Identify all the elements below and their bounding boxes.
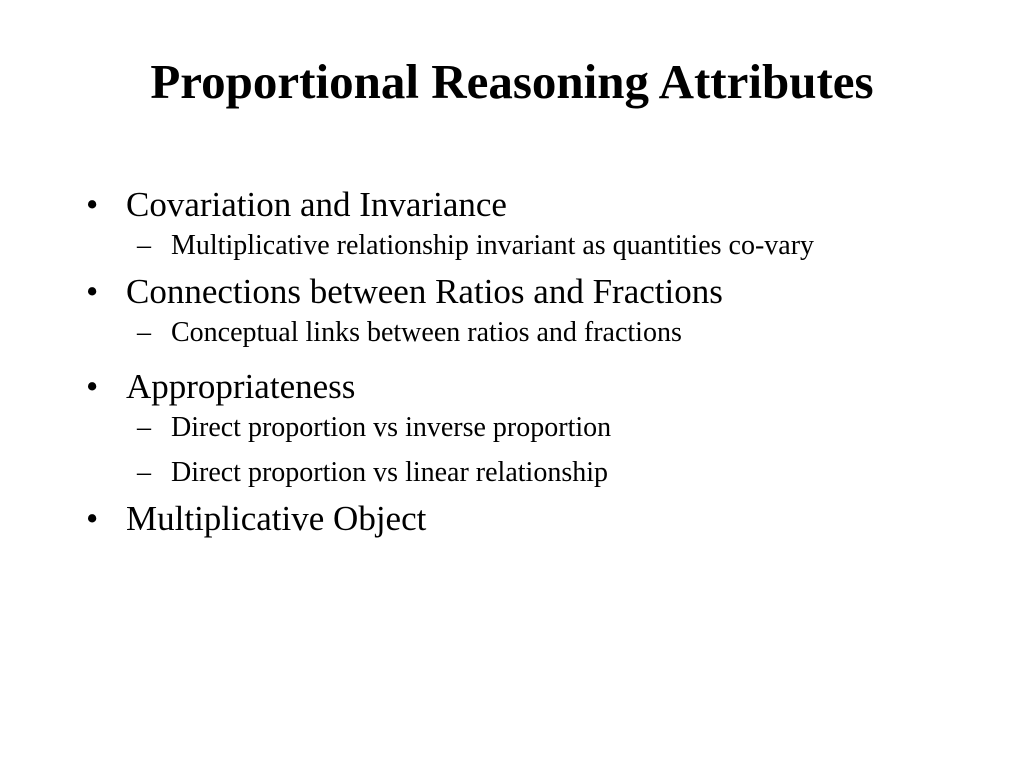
bullet-marker: • xyxy=(86,499,99,538)
sub-list xyxy=(86,228,946,264)
slide-title: Proportional Reasoning Attributes xyxy=(150,54,874,109)
bullet-item xyxy=(86,270,946,314)
sub-bullet-text: Conceptual links between ratios and fractions xyxy=(171,317,682,348)
sub-bullet-marker: – xyxy=(137,230,151,261)
sub-bullet-text: Multiplicative relationship invariant as quantities co-vary xyxy=(171,230,815,261)
bullet-marker: • xyxy=(86,367,99,406)
sub-list xyxy=(86,410,946,491)
sub-bullet-item xyxy=(131,455,861,491)
sub-bullet-marker: – xyxy=(137,457,151,488)
bullet-item xyxy=(86,365,946,409)
sub-list xyxy=(86,315,946,351)
bullet-text: Multiplicative Object xyxy=(126,499,427,538)
sub-bullet-marker: – xyxy=(137,412,151,443)
bullet-marker: • xyxy=(86,185,99,224)
sub-bullet-item xyxy=(131,315,861,351)
sub-bullet-marker: – xyxy=(137,317,151,348)
sub-bullet-item xyxy=(131,410,861,446)
bullet-text: Connections between Ratios and Fractions xyxy=(126,272,723,311)
bullet-marker: • xyxy=(86,272,99,311)
bullet-list xyxy=(86,183,946,541)
bullet-item xyxy=(86,183,946,227)
bullet-text: Appropriateness xyxy=(126,367,356,406)
bullet-item xyxy=(86,497,946,541)
sub-bullet-text: Direct proportion vs inverse proportion xyxy=(171,412,612,443)
sub-bullet-item xyxy=(131,228,861,264)
bullet-text: Covariation and Invariance xyxy=(126,185,507,224)
sub-bullet-text: Direct proportion vs linear relationship xyxy=(171,457,608,488)
